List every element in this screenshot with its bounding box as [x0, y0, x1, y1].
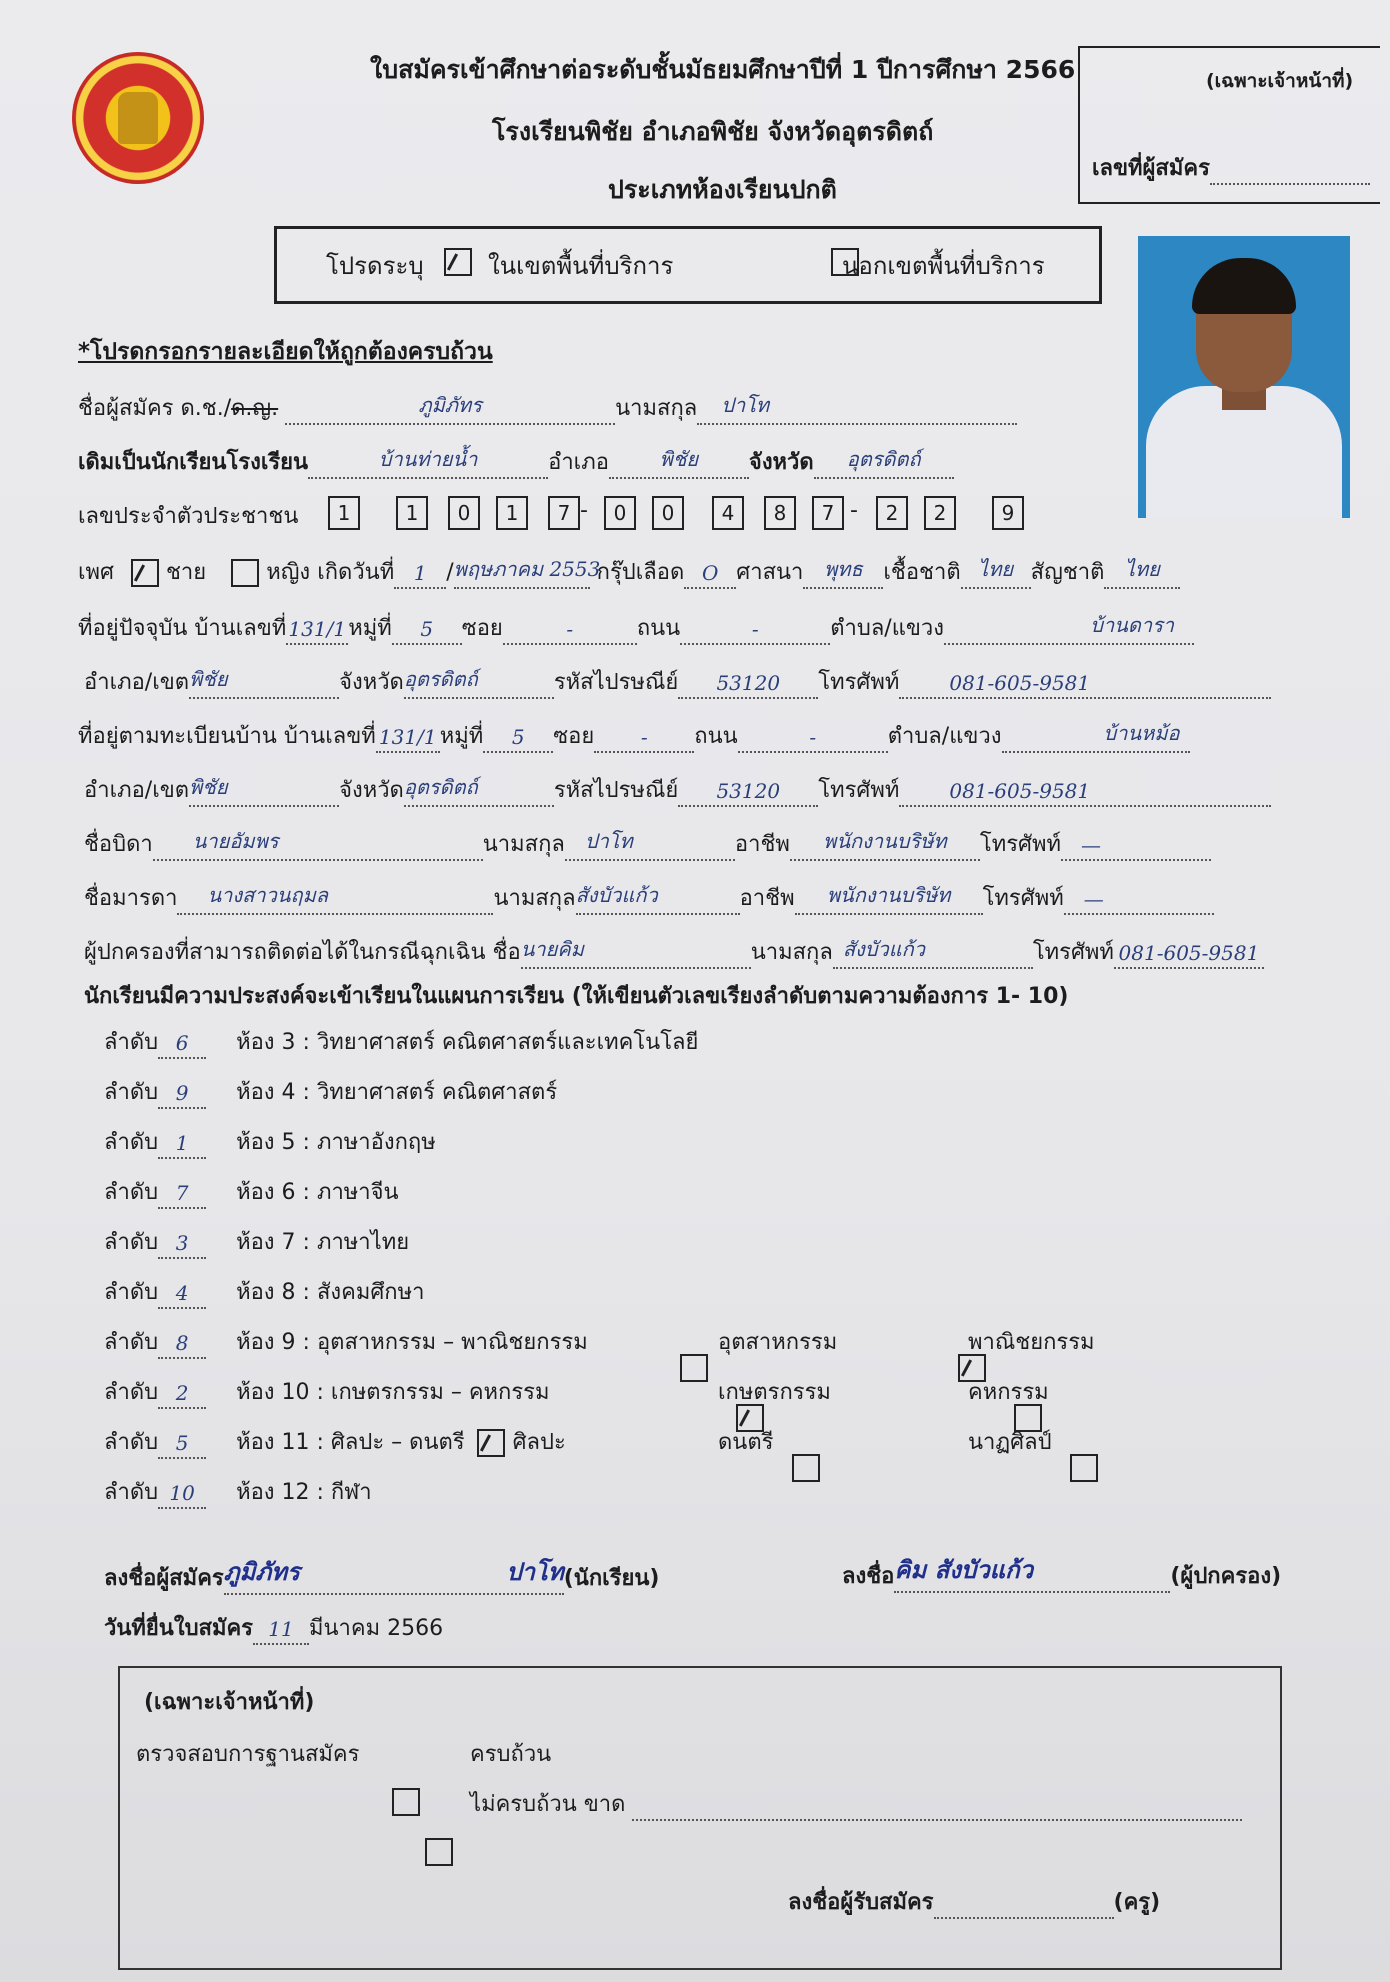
complete-label: ครบถ้วน	[470, 1742, 552, 1767]
rank-field[interactable]	[158, 1083, 206, 1109]
rank-label: ลำดับ	[104, 1180, 159, 1205]
prev-district-value: พิชัย	[659, 447, 699, 471]
rank-field[interactable]	[158, 1283, 206, 1309]
out-zone-label: นอกเขตพื้นที่บริการ	[842, 252, 1045, 280]
plan-room-label: ห้อง 9 : อุตสาหกรรม – พาณิชยกรรม	[236, 1330, 588, 1355]
plan-room-label: ห้อง 12 : กีฬา	[236, 1480, 372, 1505]
id-digit-box[interactable]: 7	[812, 496, 844, 530]
plan-room-label: ห้อง 10 : เกษตรกรรม – คหกรรม	[236, 1380, 550, 1405]
plan-row	[104, 1324, 588, 1359]
id-digit-box[interactable]: 0	[604, 496, 636, 530]
rank-value: 5	[175, 1431, 189, 1455]
rank-value: 6	[175, 1031, 189, 1055]
prev-school-row: เดิมเป็นนักเรียนโรงเรียน บ้านท่ายน้ำ อำเภอ พิชัย จังหวัด อุตรดิตถ์	[78, 444, 954, 479]
id-dash: -	[850, 498, 858, 523]
id-digit-box[interactable]: 1	[396, 496, 428, 530]
receiver-row: ลงชื่อผู้รับสมัคร (ครู)	[788, 1884, 1160, 1919]
registered-address-row-2: อำเภอ/เขต พิชัย จังหวัด อุตรดิตถ์ รหัสไปรษณีย์ 53120 โทรศัพท์ 081-605-9581	[84, 772, 1271, 807]
rank-label: ลำดับ	[104, 1030, 159, 1055]
plan-option-checkbox[interactable]	[477, 1429, 505, 1457]
plan-row	[104, 1124, 436, 1159]
rank-field[interactable]	[158, 1233, 206, 1259]
rank-field[interactable]	[158, 1483, 206, 1509]
zone-label: โปรดระบุ	[326, 252, 424, 280]
rank-value: 7	[175, 1181, 189, 1205]
rank-value: 10	[169, 1481, 195, 1505]
id-digit-box[interactable]: 1	[496, 496, 528, 530]
current-address-row-1: ที่อยู่ปัจจุบัน บ้านเลขที่ 131/1 หมู่ที่ 5 ซอย - ถนน - ตำบล/แขวง บ้านดารา	[78, 610, 1194, 645]
form-title: ใบสมัครเข้าศึกษาต่อระดับชั้นมัธยมศึกษาปีที่ 1 ปีการศึกษา 2566	[370, 55, 1076, 84]
registered-address-row-1: ที่อยู่ตามทะเบียนบ้าน บ้านเลขที่ 131/1 หมู่ที่ 5 ซอย - ถนน - ตำบล/แขวง บ้านหม้อ	[78, 718, 1190, 753]
applicant-signature-row: ลงชื่อผู้สมัคร ภูมิภัทร ปาโท (นักเรียน)	[104, 1560, 659, 1595]
father-row: ชื่อบิดา นายอัมพร นามสกุล ปาโท อาชีพ พนักงานบริษัท โทรศัพท์ —	[84, 826, 1211, 861]
plan-option-label: เกษตรกรรม	[718, 1380, 831, 1405]
rank-value: 8	[175, 1331, 189, 1355]
plan-room-label: ห้อง 4 : วิทยาศาสตร์ คณิตศาสตร์	[236, 1080, 558, 1105]
applicant-signature-first: ภูมิภัทร	[223, 1557, 300, 1586]
plan-room-label: ห้อง 11 : ศิลปะ – ดนตรี	[236, 1430, 465, 1455]
female-checkbox[interactable]	[231, 559, 259, 587]
plan-room-label: ห้อง 3 : วิทยาศาสตร์ คณิตศาสตร์และเทคโนโลยี	[236, 1030, 699, 1055]
plan-row	[104, 1374, 550, 1409]
id-label: เลขประจำตัวประชาชน	[78, 504, 299, 529]
officer-check-label: ตรวจสอบการฐานสมัคร	[136, 1742, 360, 1767]
plan-option-label: ดนตรี	[718, 1430, 774, 1455]
name-row: ชื่อผู้สมัคร ด.ช./ด.ญ. ภูมิภัทร นามสกุล ปาโท	[78, 390, 1017, 425]
prev-school-value: บ้านท่ายน้ำ	[378, 447, 478, 471]
current-address-row-2: อำเภอ/เขต พิชัย จังหวัด อุตรดิตถ์ รหัสไปรษณีย์ 53120 โทรศัพท์ 081-605-9581	[84, 664, 1271, 699]
gender-dob-row: เพศ ชาย หญิง เกิดวันที่ 1 / พฤษภาคม 2553 กรุ๊ปเลือด O ศาสนา พุทธ เชื้อชาติ ไทย สัญชาติ ไทย	[78, 554, 1180, 589]
plan-option-label: คหกรรม	[968, 1380, 1049, 1405]
officer-box-title: (เฉพาะเจ้าหน้าที่)	[144, 1690, 315, 1715]
school-name: โรงเรียนพิชัย อำเภอพิชัย จังหวัดอุตรดิตถ์	[492, 117, 934, 146]
id-digit-box[interactable]: 0	[448, 496, 480, 530]
plan-row	[104, 1474, 372, 1509]
incomplete-row: ไม่ครบถ้วน ขาด	[470, 1786, 1242, 1821]
id-digit-box[interactable]: 9	[992, 496, 1024, 530]
plan-option-checkbox[interactable]	[792, 1454, 820, 1482]
rank-label: ลำดับ	[104, 1130, 159, 1155]
nationality-value: ไทย	[1124, 557, 1160, 581]
id-digit-box[interactable]: 4	[712, 496, 744, 530]
rank-value: 4	[175, 1281, 189, 1305]
plan-heading: นักเรียนมีความประสงค์จะเข้าเรียนในแผนการเรียน (ให้เขียนตัวเลขเรียงลำดับตามความต้องการ 1- 10)	[84, 984, 1069, 1009]
id-digit-box[interactable]: 2	[876, 496, 908, 530]
plan-row	[104, 1274, 424, 1309]
rank-field[interactable]	[158, 1033, 206, 1059]
dob-month-year-value: พฤษภาคม 2553	[453, 557, 601, 581]
plan-row	[104, 1224, 409, 1259]
plan-option-label: อุตสาหกรรม	[718, 1330, 838, 1355]
id-digit-box[interactable]: 1	[328, 496, 360, 530]
rank-value: 3	[175, 1231, 189, 1255]
rank-label: ลำดับ	[104, 1330, 159, 1355]
plan-row	[104, 1174, 399, 1209]
plan-option-checkbox[interactable]	[680, 1354, 708, 1382]
applicant-no-label: เลขที่ผู้สมัคร	[1092, 150, 1370, 185]
id-digit-box[interactable]: 8	[764, 496, 796, 530]
officer-only-label: (เฉพาะเจ้าหน้าที่)	[1206, 70, 1354, 92]
plan-row	[104, 1074, 557, 1109]
rank-label: ลำดับ	[104, 1230, 159, 1255]
complete-checkbox[interactable]	[392, 1788, 420, 1816]
incomplete-checkbox[interactable]	[425, 1838, 453, 1866]
rank-value: 2	[175, 1381, 189, 1405]
plan-option-label: พาณิชยกรรม	[968, 1330, 1095, 1355]
plan-room-label: ห้อง 5 : ภาษาอังกฤษ	[236, 1130, 436, 1155]
rank-label: ลำดับ	[104, 1380, 159, 1405]
guardian-signature: คิม สังบัวแก้ว	[894, 1555, 1034, 1584]
plan-room-label: ห้อง 7 : ภาษาไทย	[236, 1230, 410, 1255]
rank-label: ลำดับ	[104, 1480, 159, 1505]
plan-row	[104, 1424, 566, 1459]
plan-row	[104, 1024, 698, 1059]
rank-label: ลำดับ	[104, 1080, 159, 1105]
applicant-photo	[1138, 236, 1350, 518]
plan-option-label: ศิลปะ	[512, 1430, 566, 1455]
male-checkbox[interactable]	[131, 559, 159, 587]
dob-day-value: 1	[413, 561, 427, 585]
rank-label: ลำดับ	[104, 1430, 159, 1455]
rank-field[interactable]	[158, 1183, 206, 1209]
in-zone-label: ในเขตพื้นที่บริการ	[488, 252, 674, 280]
rank-field[interactable]	[158, 1333, 206, 1359]
rank-field[interactable]	[158, 1433, 206, 1459]
first-name-value: ภูมิภัทร	[418, 393, 482, 417]
plan-option-checkbox[interactable]	[1070, 1454, 1098, 1482]
plan-option-label: นาฏศิลป์	[968, 1430, 1052, 1455]
guardian-row: ผู้ปกครองที่สามารถติดต่อได้ในกรณีฉุกเฉิน ชื่อ นายคิม นามสกุล สังบัวแก้ว โทรศัพท์ 081-605-9581	[84, 934, 1264, 969]
instruction-text: *โปรดกรอกรายละเอียดให้ถูกต้องครบถ้วน	[78, 339, 493, 365]
submit-day-value: 11	[268, 1617, 294, 1641]
plan-room-label: ห้อง 8 : สังคมศึกษา	[236, 1280, 425, 1305]
rank-value: 9	[175, 1081, 189, 1105]
id-digit-box[interactable]: 7	[548, 496, 580, 530]
prev-province-value: อุตรดิตถ์	[846, 447, 921, 471]
rank-field[interactable]	[158, 1133, 206, 1159]
guardian-signature-row: ลงชื่อ คิม สังบัวแก้ว (ผู้ปกครอง)	[842, 1558, 1281, 1593]
id-dash: -	[580, 498, 588, 523]
rank-value: 1	[175, 1131, 189, 1155]
mother-row: ชื่อมารดา นางสาวนฤมล นามสกุล สังบัวแก้ว อาชีพ พนักงานบริษัท โทรศัพท์ —	[84, 880, 1214, 915]
religion-value: พุทธ	[824, 557, 863, 581]
room-type: ประเภทห้องเรียนปกติ	[608, 175, 837, 204]
rank-label: ลำดับ	[104, 1280, 159, 1305]
id-digit-box[interactable]: 0	[652, 496, 684, 530]
submit-date-row: วันที่ยื่นใบสมัคร 11 มีนาคม 2566	[104, 1610, 443, 1645]
applicant-signature-last: ปาโท	[506, 1557, 564, 1586]
rank-field[interactable]	[158, 1383, 206, 1409]
surname-value: ปาโท	[721, 393, 770, 417]
in-zone-checkbox[interactable]	[444, 248, 472, 276]
race-value: ไทย	[978, 557, 1014, 581]
id-digit-box[interactable]: 2	[924, 496, 956, 530]
plan-room-label: ห้อง 6 : ภาษาจีน	[236, 1180, 399, 1205]
school-seal-logo	[72, 52, 204, 184]
blood-value: O	[702, 561, 719, 585]
